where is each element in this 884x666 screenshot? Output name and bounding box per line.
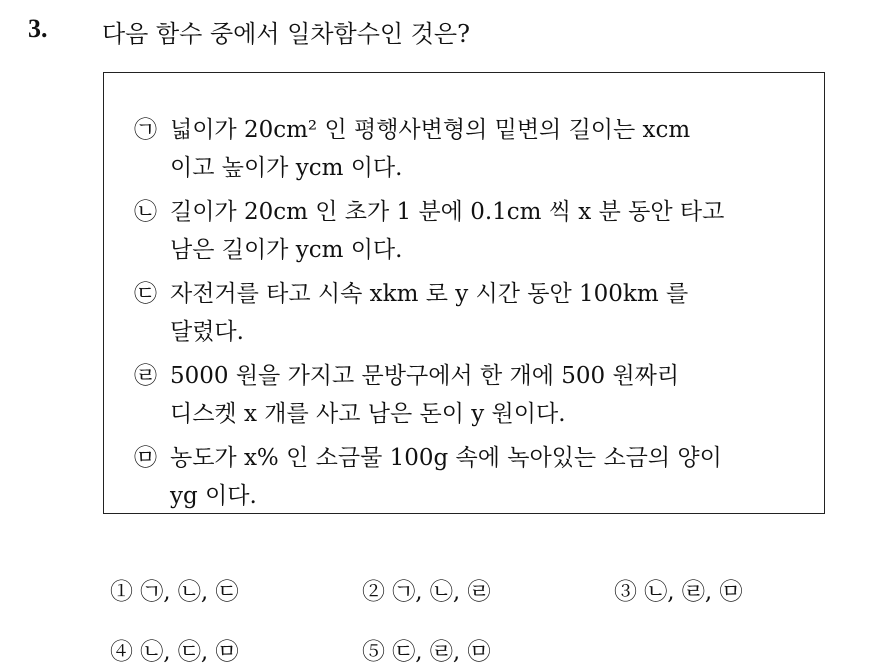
item-text-line1: 자전거를 타고 시속 xkm 로 y 시간 동안 100km 를 [170,281,689,307]
conditions-box [103,72,825,514]
item-d [134,357,814,433]
item-marker: ㉠ [134,117,157,143]
item-e [134,439,814,515]
question-stem: 다음 함수 중에서 일차함수인 것은? [102,20,470,48]
choice-4[interactable]: ④ ㉡, ㉢, ㉤ [110,639,239,665]
item-marker: ㉤ [134,445,157,471]
item-b [134,193,814,269]
choice-5[interactable]: ⑤ ㉢, ㉣, ㉤ [362,639,491,665]
item-marker: ㉢ [134,281,157,307]
item-marker: ㉡ [134,199,157,225]
choice-3[interactable]: ③ ㉡, ㉣, ㉤ [614,579,743,605]
item-text-line1: 5000 원을 가지고 문방구에서 한 개에 500 원짜리 [170,363,680,389]
choice-2[interactable]: ② ㉠, ㉡, ㉣ [362,579,491,605]
item-marker: ㉣ [134,363,157,389]
choice-1[interactable]: ① ㉠, ㉡, ㉢ [110,579,239,605]
item-c [134,275,814,351]
item-text-line2: 달렸다. [170,319,244,345]
item-text-line2: 디스켓 x 개를 사고 남은 돈이 y 원이다. [170,401,566,427]
item-text-line2: 이고 높이가 ycm 이다. [170,155,403,181]
item-text-line1: 길이가 20cm 인 초가 1 분에 0.1cm 씩 x 분 동안 타고 [170,199,725,225]
item-text-line2: yg 이다. [170,483,257,509]
item-text-line1: 농도가 x% 인 소금물 100g 속에 녹아있는 소금의 양이 [170,445,722,471]
item-text-line1: 넓이가 20cm² 인 평행사변형의 밑변의 길이는 xcm [170,117,691,143]
item-text-line2: 남은 길이가 ycm 이다. [170,237,403,263]
item-a [134,111,814,187]
question-number: 3. [28,14,48,43]
